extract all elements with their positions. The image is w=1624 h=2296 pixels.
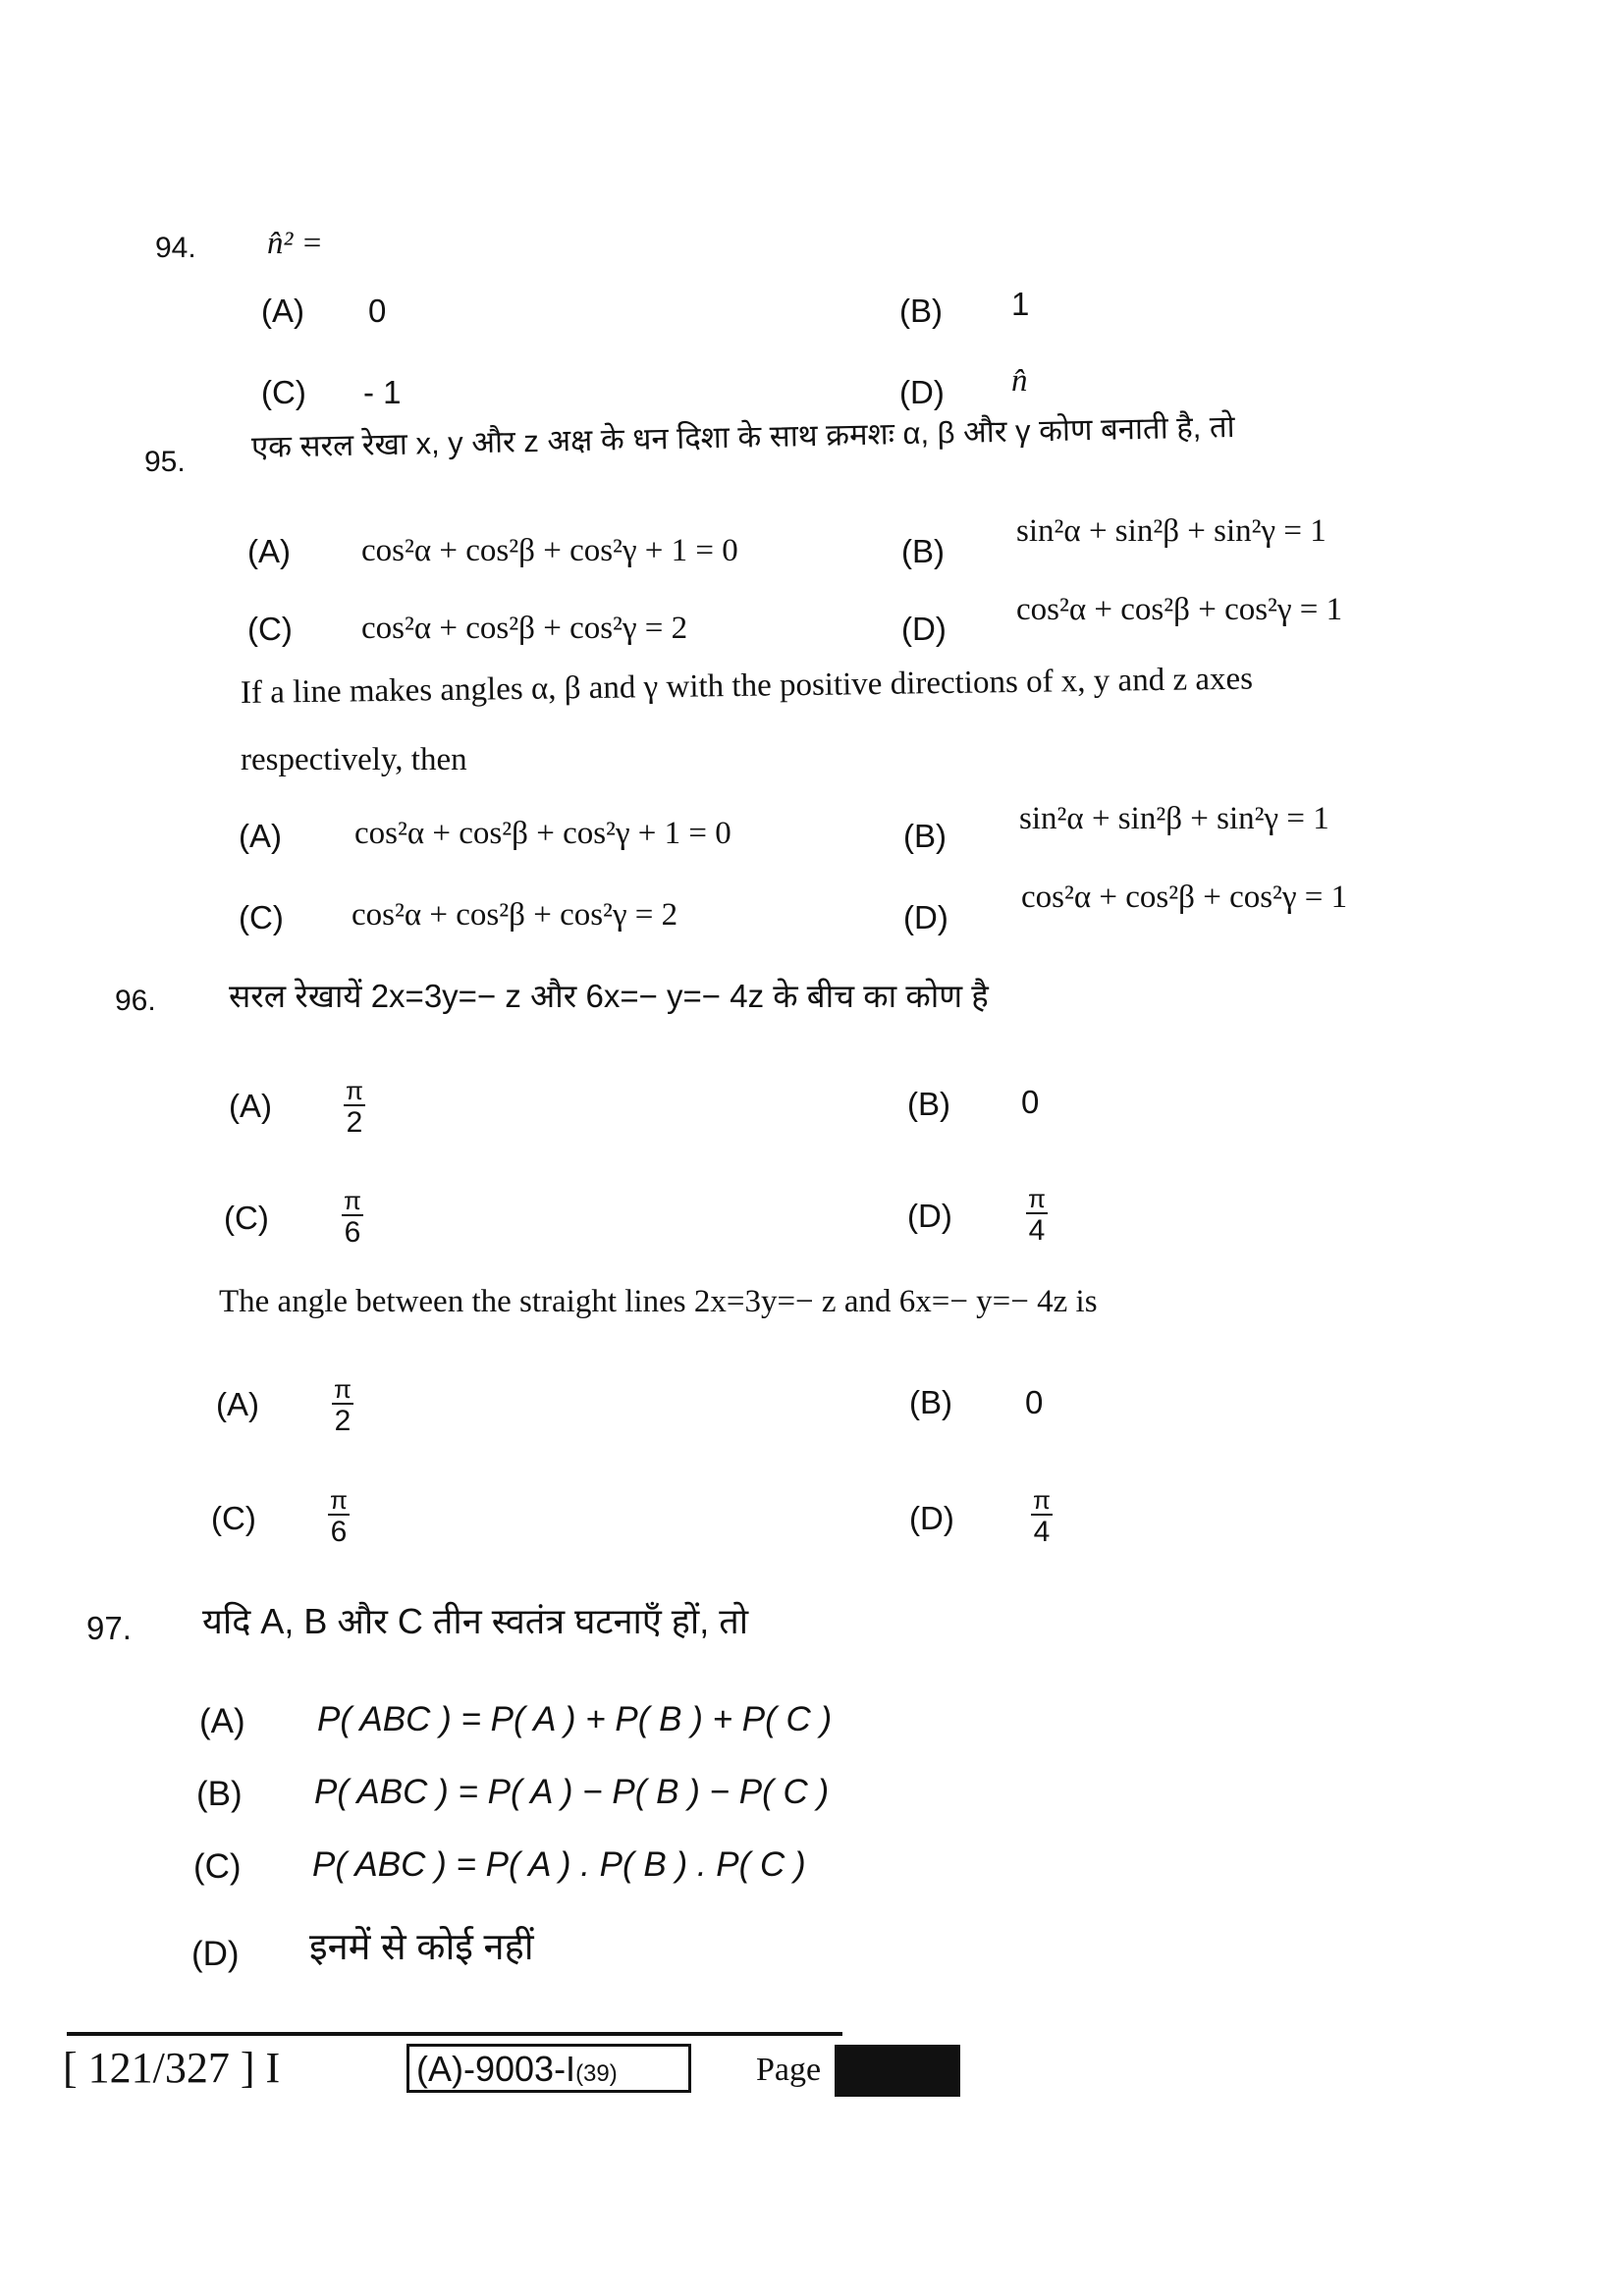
q95-hi-option-a-text: cos²α + cos²β + cos²γ + 1 = 0 (361, 533, 738, 568)
q96-hi-option-c-fraction (342, 1188, 363, 1248)
q97-option-c-text: P( ABC ) = P( A ) . P( B ) . P( C ) (312, 1845, 806, 1884)
q96-en-option-d-fraction (1031, 1487, 1053, 1547)
numerator: π (346, 1076, 363, 1105)
numerator: π (344, 1186, 361, 1215)
q96-en-option-a-fraction (332, 1376, 353, 1436)
q96-stem-hindi: सरल रेखायें 2x=3y=− z और 6x=− y=− 4z के बीच का कोण है (229, 978, 989, 1014)
footer-page-ref: [ 121/327 ] I (63, 2044, 281, 2092)
q96-en-option-d-label: (D) (909, 1500, 954, 1536)
q95-hi-option-b-label: (B) (901, 533, 945, 569)
q95-en-option-d-text: cos²α + cos²β + cos²γ = 1 (1021, 880, 1348, 915)
numerator: π (330, 1485, 348, 1515)
q96-hi-option-c-label: (C) (224, 1200, 269, 1236)
q94-stem: n̂² = (267, 226, 323, 261)
q97-option-d-label: (D) (191, 1935, 240, 1973)
q94-option-d-text: n̂ (1011, 363, 1028, 399)
footer-code (416, 2049, 618, 2089)
q97-option-b-label: (B) (196, 1775, 243, 1813)
q95-en-option-b-text: sin²α + sin²β + sin²γ = 1 (1019, 801, 1329, 836)
q96-hi-option-b-text: 0 (1021, 1084, 1040, 1120)
q97-option-c-label: (C) (193, 1847, 242, 1886)
q95-hi-option-c-label: (C) (247, 611, 293, 647)
q97-number: 97. (86, 1610, 132, 1646)
q94-option-a-text: 0 (368, 293, 387, 329)
denominator: 6 (330, 1516, 348, 1548)
q96-hi-option-a-fraction (344, 1078, 365, 1138)
q96-en-option-c-fraction (328, 1487, 350, 1547)
numerator: π (1028, 1184, 1046, 1213)
q96-en-option-b-label: (B) (909, 1384, 952, 1420)
q95-en-option-a-label: (A) (239, 818, 282, 854)
q97-option-a-text: P( ABC ) = P( A ) + P( B ) + P( C ) (317, 1700, 833, 1738)
denominator: 4 (1033, 1516, 1051, 1548)
q94-option-b-text: 1 (1011, 286, 1030, 322)
q94-option-d-label: (D) (899, 374, 945, 410)
footer-rule (67, 2032, 842, 2036)
q96-number: 96. (115, 985, 156, 1017)
q96-stem-english: The angle between the straight lines 2x=3y=− z and 6x=− y=− 4z is (219, 1284, 1098, 1319)
q96-hi-option-a-label: (A) (229, 1088, 272, 1124)
q95-en-option-b-label: (B) (903, 818, 947, 854)
q96-en-option-a-label: (A) (216, 1386, 259, 1422)
q96-en-option-c-label: (C) (211, 1500, 256, 1536)
footer-code-main: (A)-9003-I (416, 2049, 576, 2089)
q95-stem-hindi: एक सरल रेखा x, y और z अक्ष के धन दिशा के साथ क्रमशः α, β और γ कोण बनाती है, तो (250, 409, 1235, 464)
q96-hi-option-b-label: (B) (907, 1086, 950, 1122)
q95-en-option-a-text: cos²α + cos²β + cos²γ + 1 = 0 (354, 816, 731, 851)
denominator: 2 (334, 1405, 352, 1437)
q95-hi-option-c-text: cos²α + cos²β + cos²γ = 2 (361, 611, 688, 646)
q94-option-c-label: (C) (261, 374, 306, 410)
denominator: 6 (344, 1216, 361, 1249)
q95-stem-english-line2: respectively, then (241, 742, 467, 777)
q94-option-c-text: - 1 (363, 374, 402, 410)
q95-hi-option-b-text: sin²α + sin²β + sin²γ = 1 (1016, 513, 1326, 549)
numerator: π (334, 1374, 352, 1404)
q95-hi-option-d-label: (D) (901, 611, 947, 647)
q95-en-option-d-label: (D) (903, 899, 948, 935)
q95-hi-option-d-text: cos²α + cos²β + cos²γ = 1 (1016, 592, 1343, 627)
q97-option-d-text: इनमें से कोई नहीं (309, 1927, 534, 1968)
q96-hi-option-d-fraction (1026, 1186, 1048, 1246)
q96-en-option-b-text: 0 (1025, 1384, 1044, 1420)
q94-option-a-label: (A) (261, 293, 304, 329)
footer-redacted-block (835, 2045, 960, 2097)
footer-page-label: Page (756, 2052, 822, 2088)
q95-stem-english-line1: If a line makes angles α, β and γ with the positive directions of x, y and z axes (240, 661, 1254, 711)
q94-option-b-label: (B) (899, 293, 943, 329)
footer-code-sub: (39) (575, 2060, 618, 2087)
denominator: 2 (346, 1106, 363, 1139)
numerator: π (1033, 1485, 1051, 1515)
q95-number: 95. (144, 446, 186, 478)
q97-option-a-label: (A) (199, 1702, 245, 1740)
q95-en-option-c-label: (C) (239, 899, 284, 935)
q95-hi-option-a-label: (A) (247, 533, 291, 569)
q97-stem-hindi: यदि A, B और C तीन स्वतंत्र घटनाएँ हों, तो (202, 1601, 749, 1641)
q94-number: 94. (155, 232, 196, 264)
q96-hi-option-d-label: (D) (907, 1198, 952, 1234)
denominator: 4 (1028, 1214, 1046, 1247)
q95-en-option-c-text: cos²α + cos²β + cos²γ = 2 (352, 897, 678, 933)
q97-option-b-text: P( ABC ) = P( A ) − P( B ) − P( C ) (314, 1773, 830, 1811)
